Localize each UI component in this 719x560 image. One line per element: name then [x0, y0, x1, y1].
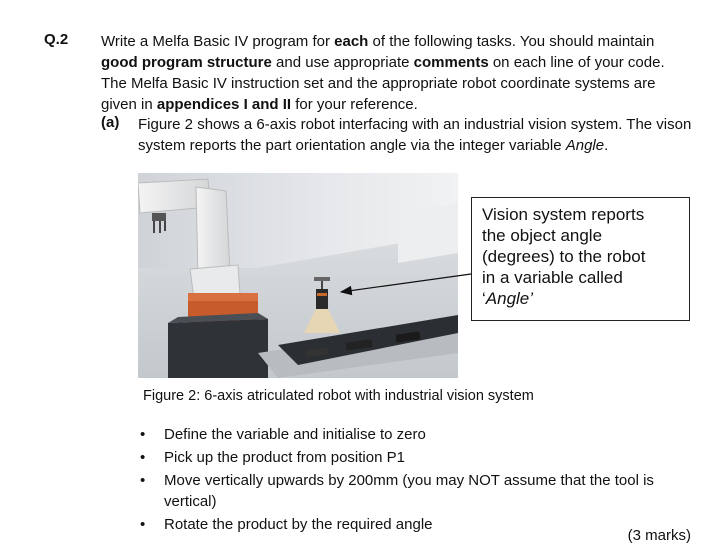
bullet-icon: •: [140, 426, 146, 443]
vision-callout-box: [471, 197, 690, 321]
part-label: (a): [101, 114, 120, 131]
task-list: [138, 424, 698, 537]
intro-emphasis: good program structure: [101, 54, 272, 71]
intro-text: of the following tasks. You should maintain: [368, 33, 655, 50]
callout-line: in a variable called: [482, 268, 623, 287]
callout-line: Vision system reports: [482, 205, 645, 224]
intro-text: on each line of your code. The Melfa Basic IV instruction set and the appropriate robot coordinate systems are given in: [101, 54, 665, 113]
task-text: Define the variable and initialise to zero: [164, 426, 426, 443]
list-item: [138, 447, 698, 468]
part-text-end: .: [604, 137, 609, 154]
callout-line: the object angle: [482, 226, 603, 245]
intro-emphasis: each: [334, 33, 369, 50]
intro-emphasis: appendices I and II: [156, 96, 292, 113]
robot-scene-illustration: [138, 173, 458, 378]
question-number: Q.2: [44, 31, 69, 48]
intro-text: Write a Melfa Basic IV program for: [101, 33, 335, 50]
robot-vision-figure: [138, 173, 458, 378]
figure-caption: Figure 2: 6-axis atriculated robot with industrial vision system: [143, 388, 534, 404]
intro-emphasis: comments: [413, 54, 489, 71]
task-text: Pick up the product from position P1: [164, 449, 405, 466]
intro-text: and use appropriate: [271, 54, 414, 71]
part-text-variable: Angle: [565, 137, 605, 154]
callout-line: (degrees) to the robot: [482, 247, 646, 266]
marks-label: (3 marks): [627, 527, 691, 544]
question-intro: [101, 31, 691, 115]
list-item: [138, 470, 698, 512]
task-text: Rotate the product by the required angle: [164, 516, 433, 533]
callout-line-variable: [482, 288, 679, 309]
intro-text: for your reference.: [291, 96, 418, 113]
list-item: [138, 424, 698, 445]
task-text: Move vertically upwards by 200mm (you may NOT assume that the tool is vertical): [164, 472, 654, 510]
callout-quote: ‘: [482, 289, 486, 308]
callout-variable-name: Angle’: [485, 289, 534, 308]
bullet-icon: •: [140, 449, 146, 466]
part-text-main: Figure 2 shows a 6-axis robot interfacing with an industrial vision system. The vison system reports the part orientation angle via the integer variable: [138, 116, 692, 154]
bullet-icon: •: [140, 516, 146, 533]
bullet-icon: •: [140, 472, 146, 489]
part-text: [138, 114, 698, 156]
list-item: [138, 514, 698, 535]
